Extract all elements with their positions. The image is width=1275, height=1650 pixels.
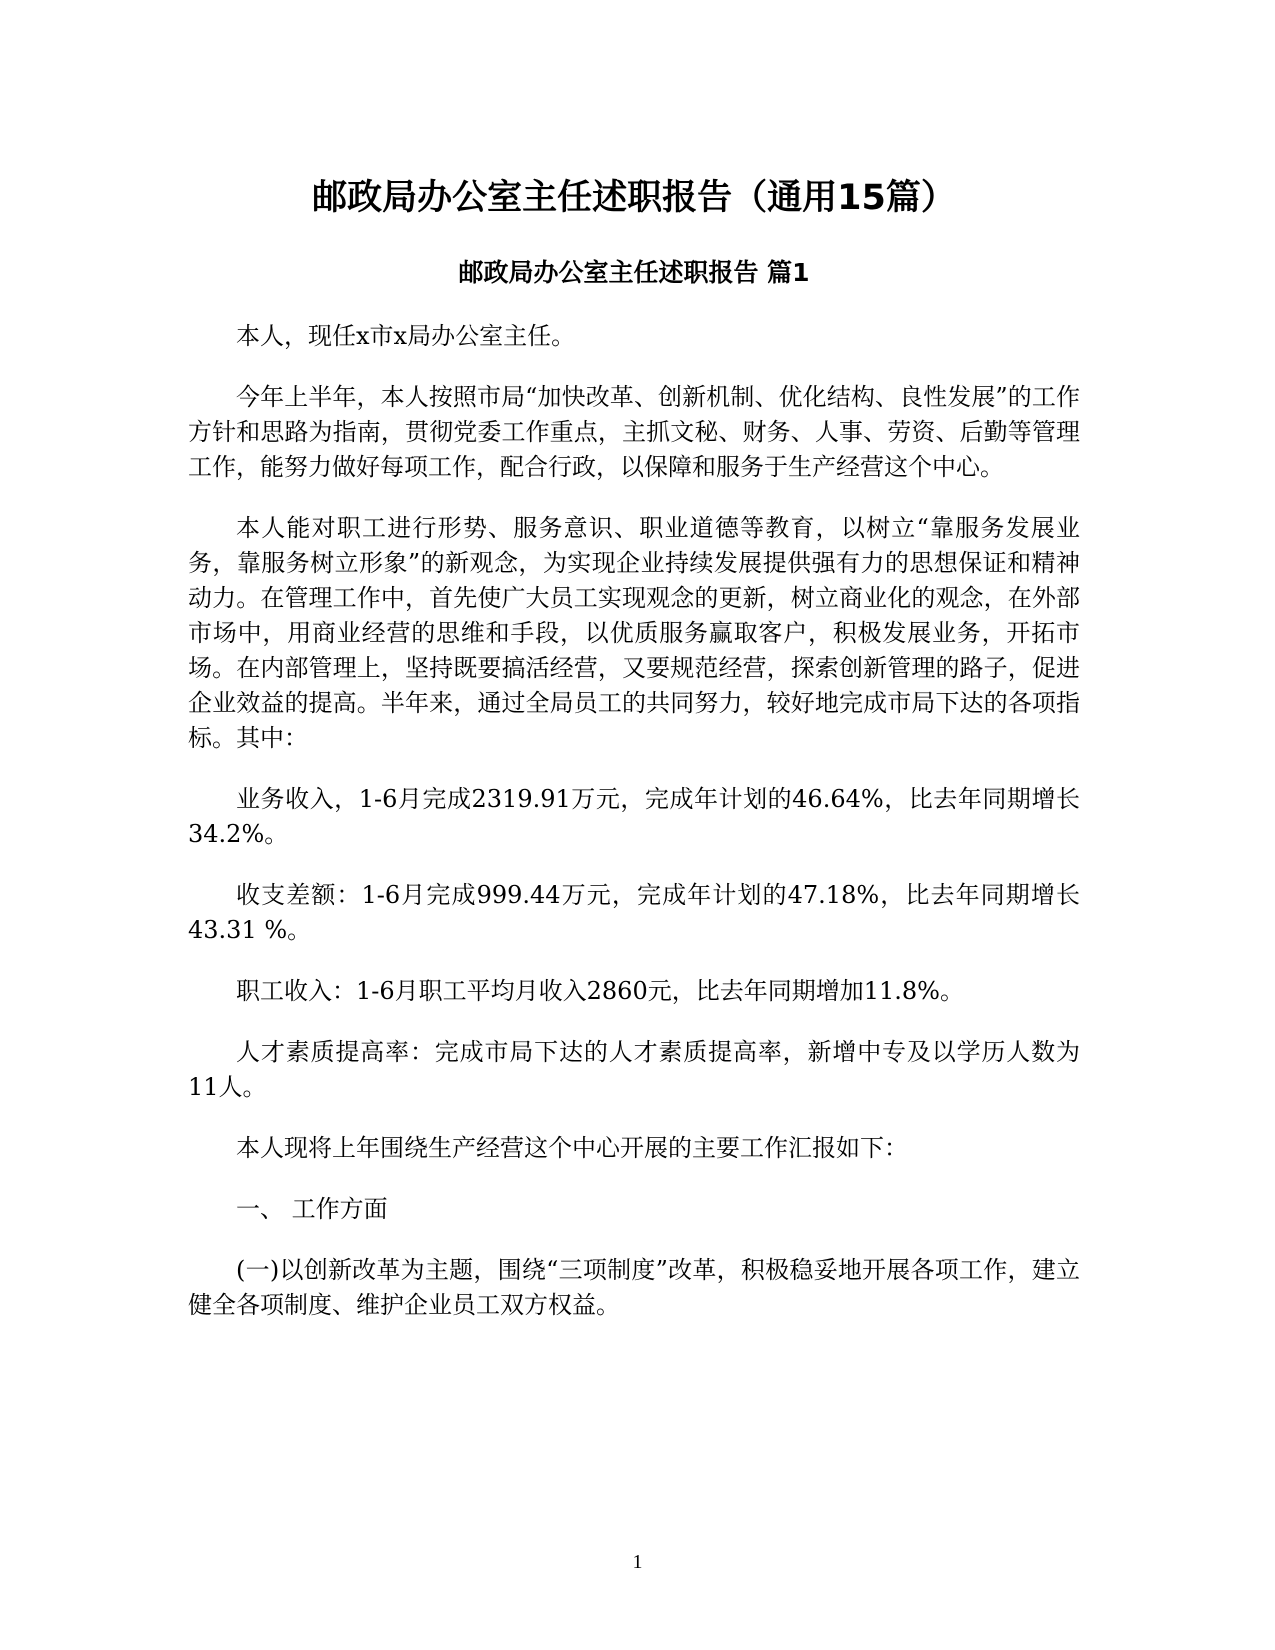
document-title: 邮政局办公室主任述职报告（通用15篇） xyxy=(312,178,956,218)
paragraph: 本人，现任x市x局办公室主任。 xyxy=(236,322,576,350)
paragraph: 职工收入：1-6月职工平均月收入2860元，比去年同期增加11.8%。 xyxy=(236,977,964,1005)
paragraph: 人才素质提高率：完成市局下达的人才素质提高率，新增中专及以学历人数为11人。 xyxy=(188,1038,1080,1101)
section-heading: 一、 工作方面 xyxy=(236,1195,388,1223)
page-number: 1 xyxy=(632,1551,643,1573)
paragraph: 今年上半年，本人按照市局“加快改革、创新机制、优化结构、良性发展”的工作方针和思路为指南，贯彻党委工作重点，主抓文秘、财务、人事、劳资、后勤等管理工作，能努力做好每项工作，配合行政，以保障和服务于生产经营这个中心。 xyxy=(188,383,1080,481)
section-title: 邮政局办公室主任述职报告 篇1 xyxy=(458,258,810,287)
paragraph: 本人现将上年围绕生产经营这个中心开展的主要工作汇报如下： xyxy=(236,1134,908,1162)
paragraph: 本人能对职工进行形势、服务意识、职业道德等教育，以树立“靠服务发展业务，靠服务树立形象”的新观念，为实现企业持续发展提供强有力的思想保证和精神动力。在管理工作中，首先使广大员工实现观念的更新，树立商业化的观念，在外部市场中，用商业经营的思维和手段，以优质服务赢取客户，积极发展业务，开拓市场。在内部管理上，坚持既要搞活经营，又要规范经营，探索创新管理的路子，促进企业效益的提高。半年来，通过全局员工的共同努力，较好地完成市局下达的各项指标。其中： xyxy=(188,514,1080,752)
paragraph: (一)以创新改革为主题，围绕“三项制度”改革，积极稳妥地开展各项工作，建立健全各项制度、维护企业员工双方权益。 xyxy=(188,1256,1080,1319)
document-body xyxy=(188,175,1080,1323)
paragraph: 收支差额：1-6月完成999.44万元，完成年计划的47.18%，比去年同期增长43.31 %。 xyxy=(188,881,1080,944)
paragraph: 业务收入，1-6月完成2319.91万元，完成年计划的46.64%，比去年同期增长34.2%。 xyxy=(188,785,1080,848)
